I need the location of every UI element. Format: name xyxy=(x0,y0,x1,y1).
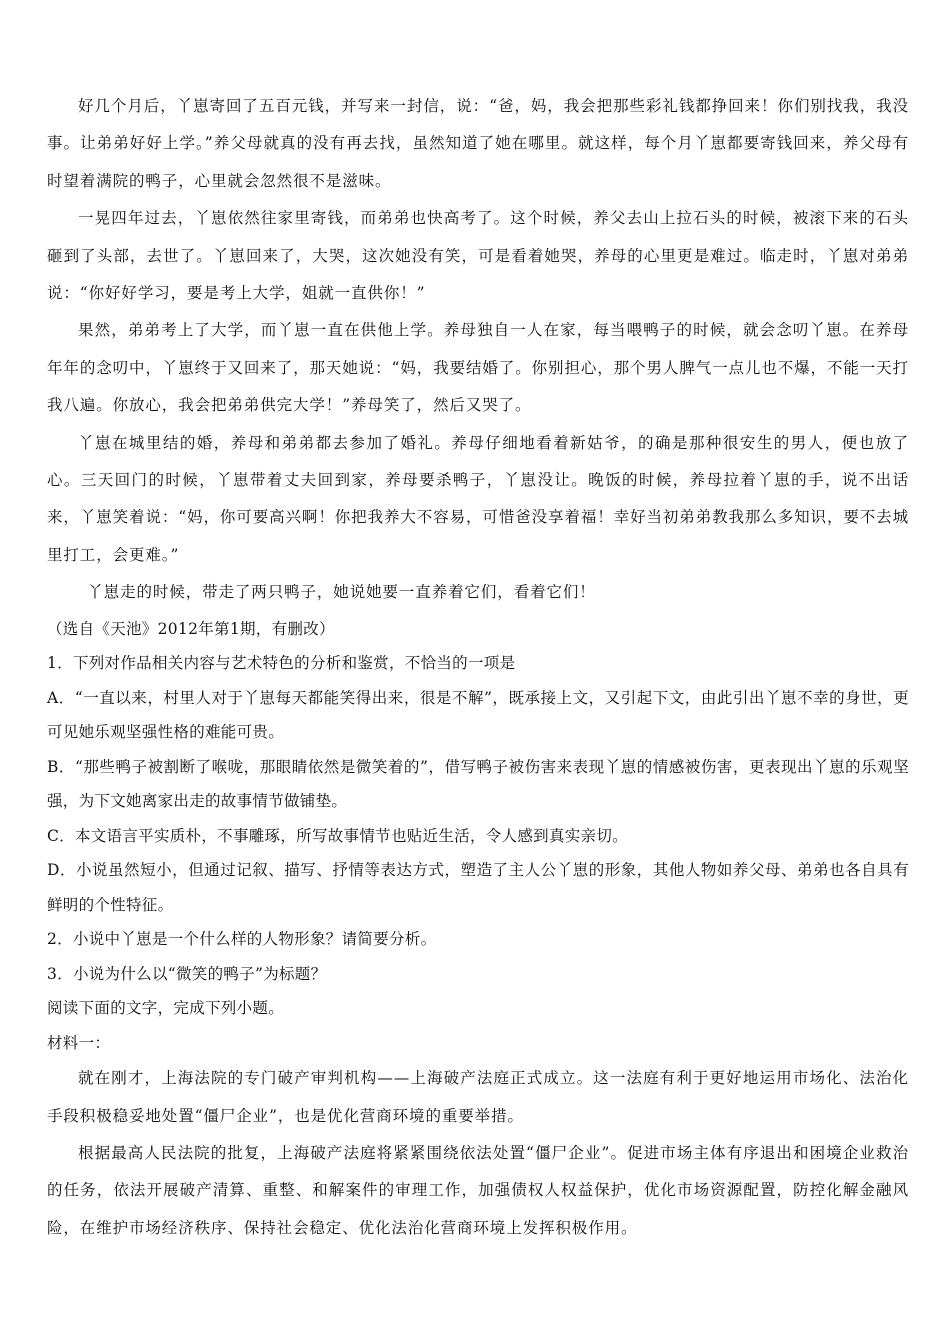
question-1-stem: 1．下列对作品相关内容与艺术特色的分析和鉴赏，不恰当的一项是 xyxy=(47,654,516,673)
source-citation: （选自《天池》2012年第1期，有删改） xyxy=(47,619,335,638)
story-paragraph: 丫崽在城里结的婚，养母和弟弟都去参加了婚礼。养母仔细地看着新姑爷，的确是那种很安生的男人，便也放了心。三天回门的时候，丫崽带着丈夫回到家，养母要杀鸭子，丫崽没让。晚饭的时候，养母拉着丫崽的手，说不出话来，丫崽笑着说：“妈，你可要高兴啊！你把我养大不容易，可惜爸没享着福！幸好当初弟弟教我那么多知识，要不去城里打工，会更难。” xyxy=(47,433,909,564)
story-paragraph: 好几个月后，丫崽寄回了五百元钱，并写来一封信，说：“爸，妈，我会把那些彩礼钱都挣回来！你们别找我，我没事。让弟弟好好上学。”养父母就真的没有再去找，虽然知道了她在哪里。就这样，每个月丫崽都要寄钱回来，养父母有时望着满院的鸭子，心里就会忽然很不是滋味。 xyxy=(47,97,909,190)
question-2: 2．小说中丫崽是一个什么样的人物形象？请简要分析。 xyxy=(47,930,437,949)
question-1-option-a: A．“一直以来，村里人对于丫崽每天都能笑得出来，很是不解”，既承接上文，又引起下文，由此引出丫崽不幸的身世，更可见她乐观坚强性格的难能可贵。 xyxy=(47,688,909,742)
material-paragraph: 就在刚才，上海法院的专门破产审判机构——上海破产法庭正式成立。这一法庭有利于更好地运用市场化、法治化手段积极稳妥地处置“僵尸企业”，也是优化营商环境的重要举措。 xyxy=(47,1069,909,1125)
question-1-option-d: D．小说虽然短小，但通过记叙、描写、抒情等表达方式，塑造了主人公丫崽的形象，其他人物如养父母、弟弟也各自具有鲜明的个性特征。 xyxy=(47,861,909,914)
story-paragraph: 一晃四年过去，丫崽依然往家里寄钱，而弟弟也快高考了。这个时候，养父去山上拉石头的时候，被滚下来的石头砸到了头部，去世了。丫崽回来了，大哭，这次她没有笑，可是看着她哭，养母的心里更是难过。临走时，丫崽对弟弟说：“你好好学习，要是考上大学，姐就一直供你！” xyxy=(47,209,909,303)
story-paragraph: 丫崽走的时候，带走了两只鸭子，她说她要一直养着它们，看着它们！ xyxy=(87,583,596,602)
story-paragraph: 果然，弟弟考上了大学，而丫崽一直在供他上学。养母独自一人在家，每当喂鸭子的时候，就会念叨丫崽。在养母年年的念叨中，丫崽终于又回来了，那天她说：“妈，我要结婚了。你别担心，那个男人脾气一点儿也不爆，不能一天打我八遍。你放心，我会把弟弟供完大学！”养母笑了，然后又哭了。 xyxy=(47,321,909,415)
material-paragraph: 根据最高人民法院的批复，上海破产法庭将紧紧围绕依法处置“僵尸企业”。促进市场主体有序退出和困境企业救治的任务，依法开展破产清算、重整、和解案件的审理工作，加强债权人权益保护，优化市场资源配置，防控化解金融风险，在维护市场经济秩序、保持社会稳定、优化法治化营商环境上发挥积极作用。 xyxy=(47,1144,909,1237)
document-page xyxy=(47,88,909,1247)
material-label: 材料一： xyxy=(47,1033,111,1052)
question-1-option-c: C．本文语言平实质朴，不事雕琢，所写故事情节也贴近生活，令人感到真实亲切。 xyxy=(47,826,628,845)
reading-instruction: 阅读下面的文字，完成下列小题。 xyxy=(47,999,285,1018)
question-3: 3．小说为什么以“微笑的鸭子”为标题？ xyxy=(47,964,327,983)
question-1-option-b: B．“那些鸭子被割断了喉咙，那眼睛依然是微笑着的”，借写鸭子被伤害来表现丫崽的情感被伤害，更表现出丫崽的乐观坚强，为下文她离家出走的故事情节做铺垫。 xyxy=(47,757,909,811)
